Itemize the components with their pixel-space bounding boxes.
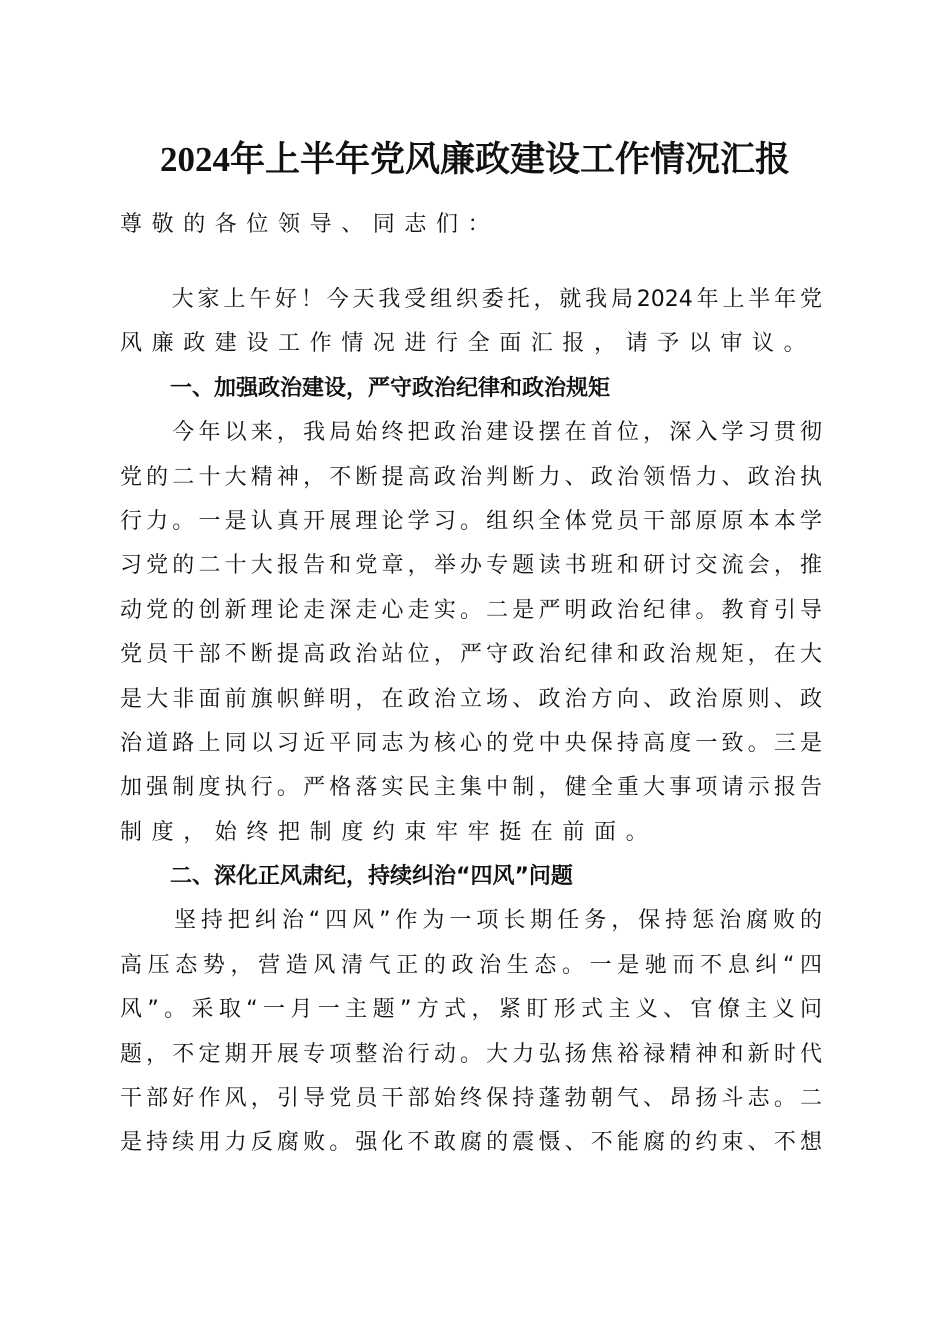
- paragraph-line: 加强制度执行。严格落实民主集中制，健全重大事项请示报告: [120, 775, 822, 801]
- paragraph-line: 是大非面前旗帜鲜明，在政治立场、政治方向、政治原则、政: [120, 686, 822, 712]
- document-title: 2024年上半年党风廉政建设工作情况汇报: [159, 140, 790, 179]
- section-2-heading: 二、深化正风肃纪，持续纠治“四风”问题: [170, 864, 573, 890]
- intro-line: 大家上午好！今天我受组织委托，就我局2024年上半年党: [120, 286, 822, 312]
- section-2-body: [120, 899, 822, 1165]
- paragraph-line: 制度，始终把制度约束牢牢挺在前面。: [120, 819, 658, 845]
- paragraph-line: 高压态势，营造风清气正的政治生态。一是驰而不息纠“四: [120, 952, 822, 978]
- paragraph-line: 今年以来，我局始终把政治建设摆在首位，深入学习贯彻: [120, 420, 822, 446]
- paragraph-line: 习党的二十大报告和党章，举办专题读书班和研讨交流会，推: [120, 553, 822, 579]
- greeting: 尊敬的各位领导、同志们：: [120, 212, 500, 237]
- paragraph-line: 动党的创新理论走深走心走实。二是严明政治纪律。教育引导: [120, 597, 822, 623]
- intro-line: 风廉政建设工作情况进行全面汇报，请予以审议。: [120, 331, 816, 357]
- paragraph-line: 党的二十大精神，不断提高政治判断力、政治领悟力、政治执: [120, 464, 822, 490]
- paragraph-line: 党员干部不断提高政治站位，严守政治纪律和政治规矩，在大: [120, 642, 822, 668]
- paragraph-line: 题，不定期开展专项整治行动。大力弘扬焦裕禄精神和新时代: [120, 1041, 822, 1067]
- section-1-body: [120, 411, 822, 855]
- document-body: [120, 203, 822, 1166]
- paragraph-line: 坚持把纠治“四风”作为一项长期任务，保持惩治腐败的: [120, 908, 822, 934]
- paragraph-line: 是持续用力反腐败。强化不敢腐的震慑、不能腐的约束、不想: [120, 1130, 822, 1156]
- paragraph-line: 行力。一是认真开展理论学习。组织全体党员干部原原本本学: [120, 508, 822, 534]
- paragraph-line: 治道路上同以习近平同志为核心的党中央保持高度一致。三是: [120, 730, 822, 756]
- paragraph-line: 风”。采取“一月一主题”方式，紧盯形式主义、官僚主义问: [120, 997, 822, 1023]
- section-1-heading: 一、加强政治建设，严守政治纪律和政治规矩: [170, 375, 611, 401]
- paragraph-line: 干部好作风，引导党员干部始终保持蓬勃朝气、昂扬斗志。二: [120, 1086, 822, 1112]
